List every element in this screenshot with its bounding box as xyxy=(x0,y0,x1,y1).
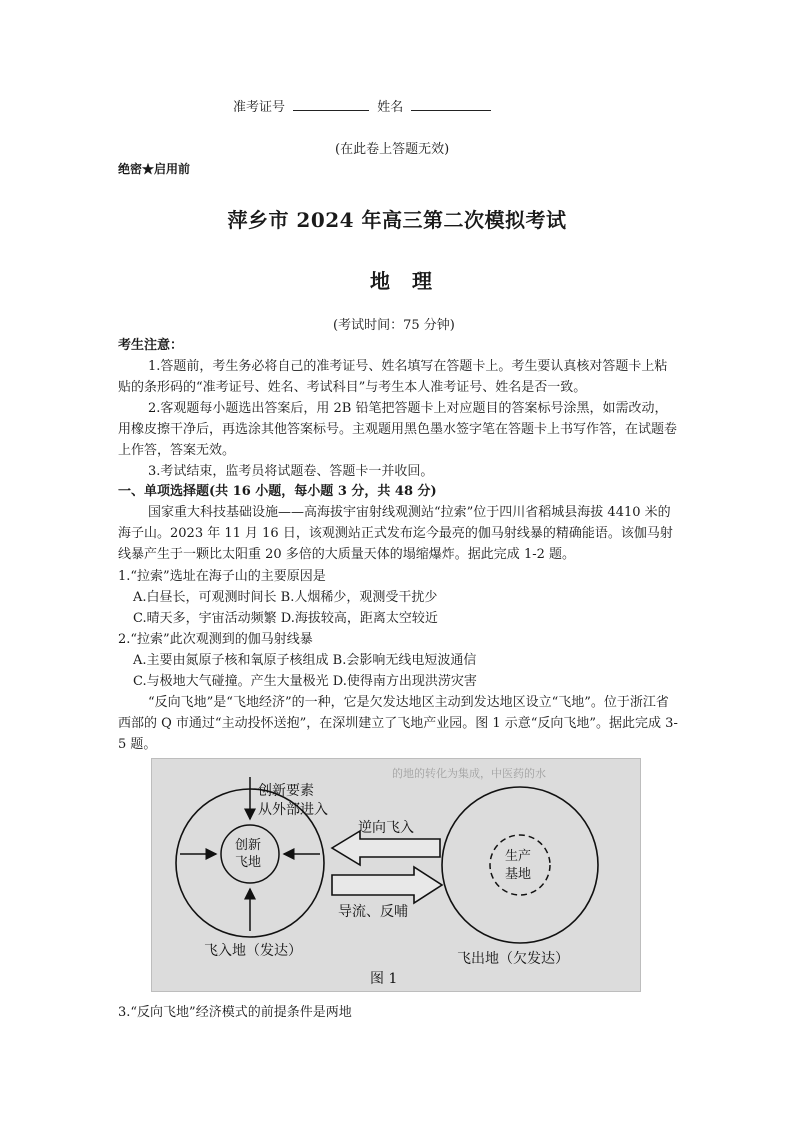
question-3-stem: 3.“反向飞地”经济模式的前提条件是两地 xyxy=(118,1005,352,1020)
production-base-label-1: 生产 xyxy=(505,849,532,864)
question-1-stem: 1.“拉索”选址在海子山的主要原因是 xyxy=(118,569,326,584)
question-2-stem: 2.“拉索”此次观测到的伽马射线暴 xyxy=(118,632,313,647)
fly-out-circle xyxy=(442,787,598,943)
notice-item-1: 1.答题前，考生务必将自己的准考证号、姓名填写在答题卡上。考生要认真核对答题卡上粘贴的条形码的“准考证号、姓名、考试科目”与考生本人准考证号、姓名是否一致。 xyxy=(118,359,668,395)
name-blank xyxy=(411,98,491,111)
passage-1: 国家重大科技基础设施——高海拔宇宙射线观测站“拉索”位于四川省稻城县海拔 4410 米的海子山。2023 年 11 月 16 日，该观测站正式发布迄今最亮的伽马射线暴的精确能语。该伽马射线暴产生于一颗比太阳重 20 多倍的大质量天体的塌缩爆炸。据此完成 1-2 题。 xyxy=(118,505,673,562)
reverse-fly-in-label: 逆向飞入 xyxy=(358,820,414,836)
innovation-enclave-circle xyxy=(221,825,279,883)
figure-caption: 图 1 xyxy=(370,971,398,987)
subject-title: 地理 xyxy=(370,269,454,293)
invalid-note: (在此卷上答题无效) xyxy=(335,142,450,157)
exam-title: 萍乡市 2024 年高三第二次模拟考试 xyxy=(227,208,567,232)
question-1-options-cd: C.晴天多，宇宙活动频繁 D.海拔较高，距离太空较近 xyxy=(133,611,438,626)
from-outside-label: 从外部进入 xyxy=(258,802,328,818)
notice-item-3: 3.考试结束，监考员将试题卷、答题卡一并收回。 xyxy=(148,464,434,479)
question-1-options-ab: A.白昼长，可观测时间长 B.人烟稀少，观测受干扰少 xyxy=(133,590,438,605)
ghost-bleed-text: 的地的转化为集成，中医药的水 xyxy=(392,767,546,780)
fly-out-place-label: 飞出地（欠发达） xyxy=(457,951,569,967)
innovation-elements-label: 创新要素 xyxy=(258,783,314,799)
ticket-number-blank xyxy=(293,98,369,111)
guide-feedback-arrow xyxy=(332,867,442,903)
innovation-enclave-label-2: 飞地 xyxy=(235,855,262,870)
question-2-options-cd: C.与极地大气碰撞。产生大量极光 D.使得南方出现洪涝灾害 xyxy=(133,674,477,689)
reverse-fly-in-arrow xyxy=(332,831,440,865)
name-label: 姓名 xyxy=(377,100,404,115)
notice-heading: 考生注意： xyxy=(118,338,184,353)
innovation-enclave-label-1: 创新 xyxy=(235,838,262,853)
notice-item-2: 2.客观题每小题选出答案后，用 2B 铅笔把答题卡上对应题目的答案标号涂黑，如需改动，用橡皮擦干净后，再选涂其他答案标号。主观题用黑色墨水签字笔在答题卡上书写作答，在试题卷上作答，答案无效。 xyxy=(118,401,678,458)
guide-feedback-label: 导流、反哺 xyxy=(338,904,408,920)
candidate-info-line xyxy=(233,97,495,118)
passage-2: “反向飞地”是“飞地经济”的一种，它是欠发达地区主动到发达地区设立“飞地”。位于浙江省西部的 Q 市通过“主动投怀送抱”，在深圳建立了飞地产业园。图 1 示意“反向飞地”。据此完成 3-5 题。 xyxy=(118,695,678,752)
figure-1-reverse-enclave xyxy=(151,758,641,992)
question-2-options-ab: A.主要由氮原子核和氧原子核组成 B.会影响无线电短波通信 xyxy=(133,653,477,668)
section-heading: 一、单项选择题(共 16 小题，每小题 3 分，共 48 分) xyxy=(118,484,437,499)
secret-mark: 绝密★启用前 xyxy=(118,162,191,176)
exam-time: (考试时间：75 分钟) xyxy=(333,318,455,333)
production-base-circle xyxy=(490,835,550,895)
ticket-number-label: 准考证号 xyxy=(233,100,286,115)
fly-in-place-label: 飞入地（发达） xyxy=(204,943,302,959)
production-base-label-2: 基地 xyxy=(505,867,532,882)
